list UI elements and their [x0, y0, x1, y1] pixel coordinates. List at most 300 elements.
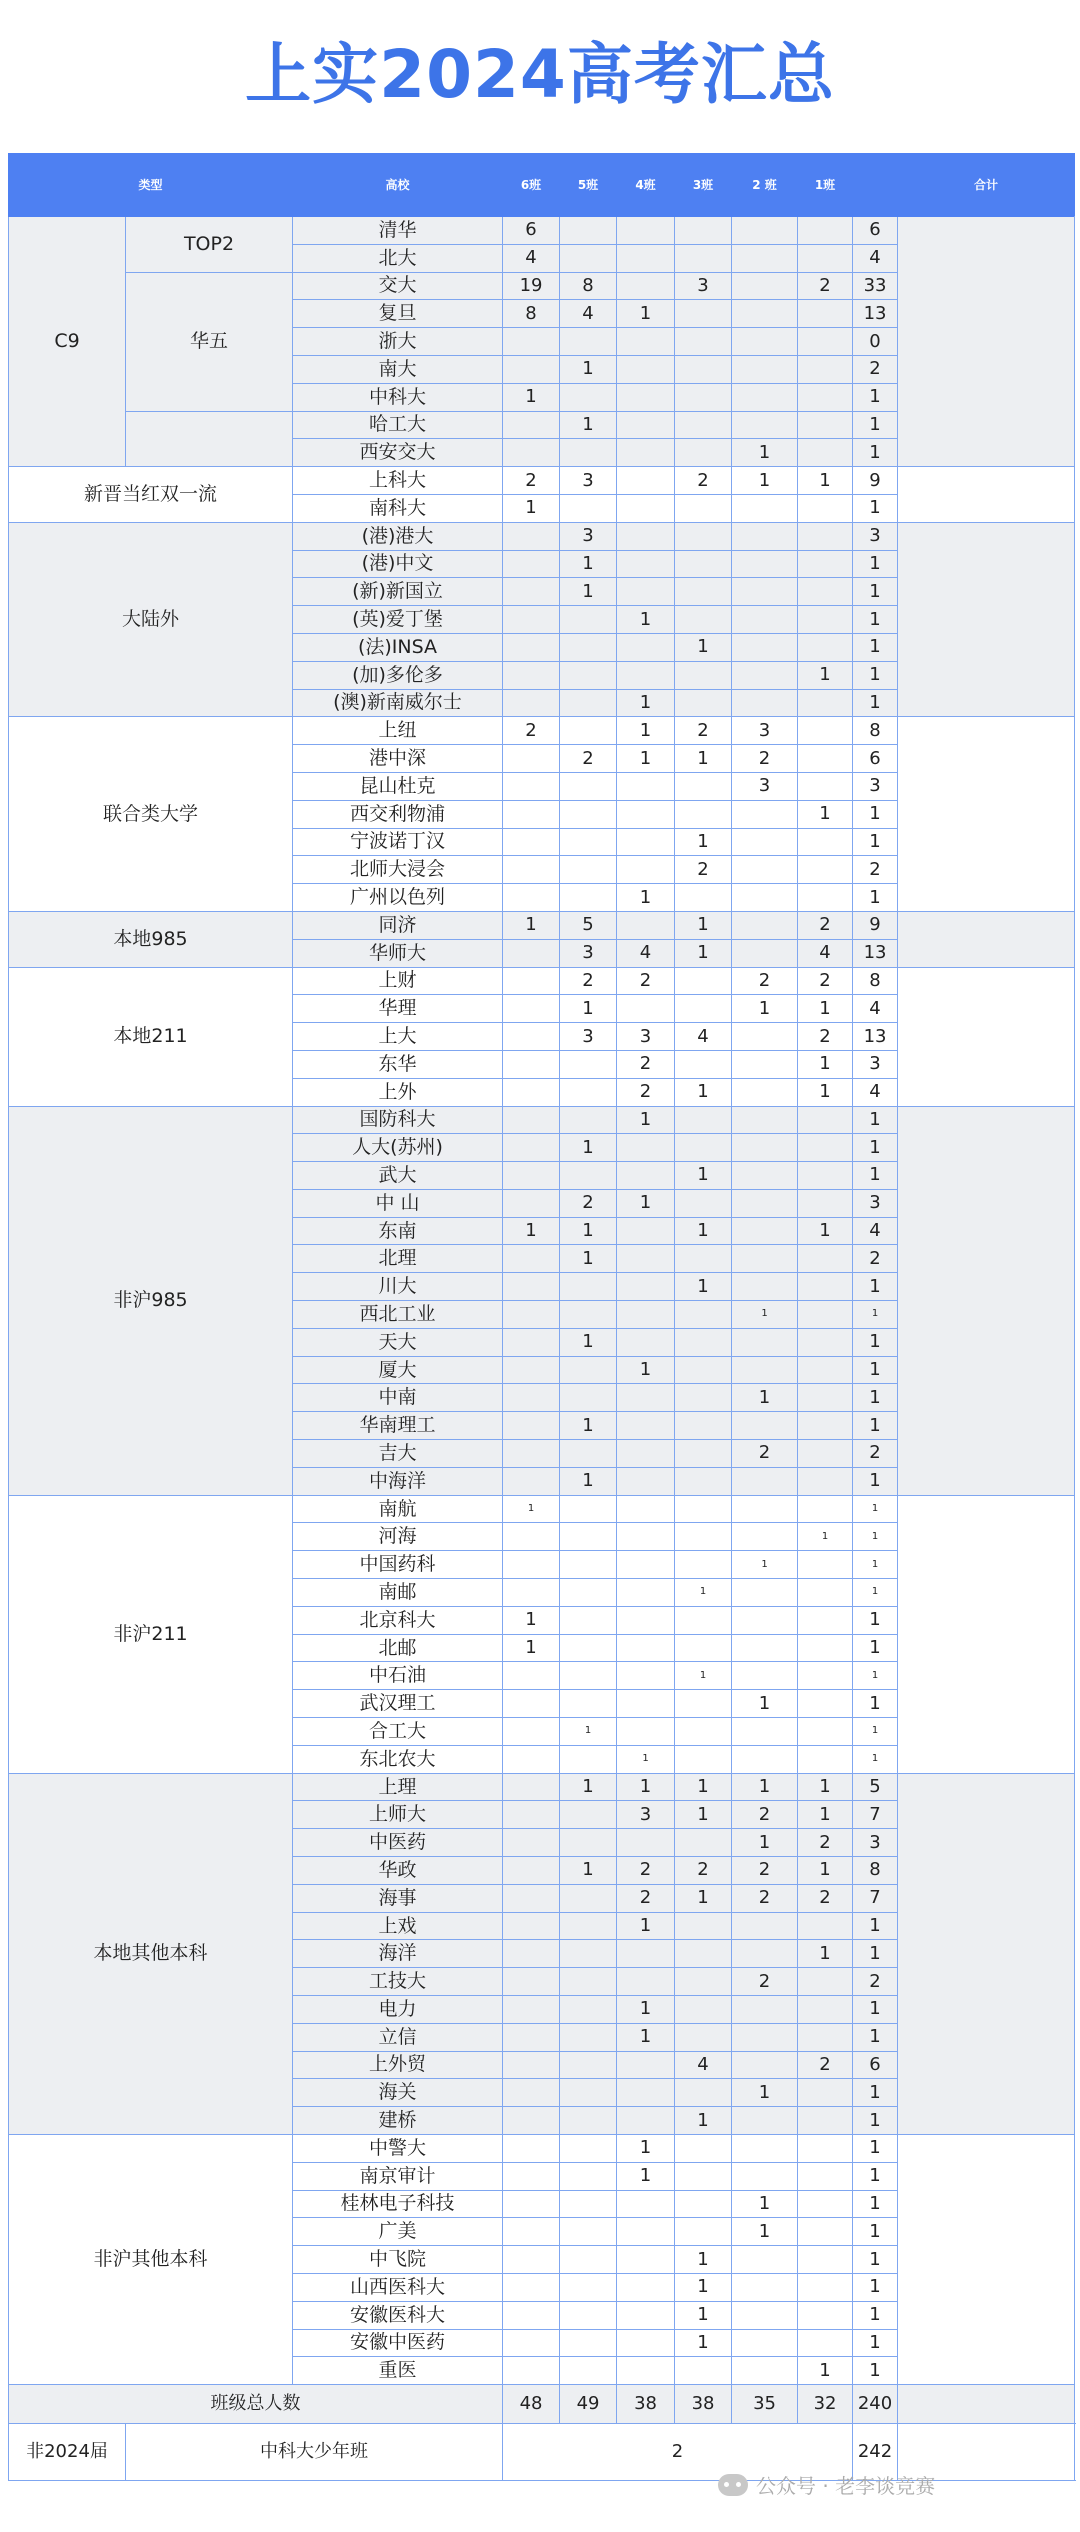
- header-row: [9, 154, 1075, 217]
- spacer: [898, 217, 1075, 467]
- class-count: [675, 578, 732, 606]
- class-count: 2: [503, 467, 560, 495]
- school-name: 中医药: [293, 1829, 503, 1857]
- row-sum: 1: [853, 2023, 898, 2051]
- class-count: [503, 1551, 560, 1579]
- class-count: 1: [617, 1912, 675, 1940]
- school-name: 华南理工: [293, 1412, 503, 1440]
- class-count: [503, 1773, 560, 1801]
- class-count: 2: [560, 967, 617, 995]
- class-count: [503, 633, 560, 661]
- class-count: [560, 2079, 617, 2107]
- school-name: 河海: [293, 1523, 503, 1551]
- class-count: [798, 689, 853, 717]
- class-count: [798, 217, 853, 245]
- class-count: 4: [617, 939, 675, 967]
- class-count: 1: [560, 995, 617, 1023]
- class-count: [675, 2079, 732, 2107]
- class-count: [617, 2246, 675, 2274]
- class-count: [617, 411, 675, 439]
- class-count: [732, 217, 798, 245]
- class-count: [560, 1884, 617, 1912]
- class-count: [732, 411, 798, 439]
- class-count: [617, 328, 675, 356]
- class-count: [732, 2134, 798, 2162]
- class-count: 1: [560, 1773, 617, 1801]
- row-sum: 1: [853, 1579, 898, 1607]
- class-count: [798, 1912, 853, 1940]
- table-row: [9, 217, 1075, 245]
- school-name: 东华: [293, 1050, 503, 1078]
- class-count: 1: [503, 1634, 560, 1662]
- extra-program: 中科大少年班: [126, 2424, 503, 2481]
- school-name: 广美: [293, 2218, 503, 2246]
- school-name: 哈工大: [293, 411, 503, 439]
- class-count: [503, 1106, 560, 1134]
- row-sum: 1: [853, 1912, 898, 1940]
- class-count: [732, 2357, 798, 2385]
- row-sum: 1: [853, 578, 898, 606]
- class-count: [560, 2357, 617, 2385]
- class-count: [503, 1662, 560, 1690]
- class-count: [798, 828, 853, 856]
- class-count: [503, 1467, 560, 1495]
- class-count: 2: [798, 1884, 853, 1912]
- class-count: [560, 1801, 617, 1829]
- row-sum: 8: [853, 967, 898, 995]
- class-count: [560, 689, 617, 717]
- school-name: 中飞院: [293, 2246, 503, 2274]
- row-sum: 1: [853, 1940, 898, 1968]
- class-count: [732, 1634, 798, 1662]
- school-name: 南大: [293, 355, 503, 383]
- class-count: 1: [675, 633, 732, 661]
- table-row: [9, 467, 1075, 495]
- class-count: [798, 1634, 853, 1662]
- class-count: [617, 1217, 675, 1245]
- class-count: 2: [675, 856, 732, 884]
- class-count: 1: [617, 2023, 675, 2051]
- extra-label: 非2024届: [9, 2424, 126, 2481]
- header-class3: 3班: [675, 154, 732, 217]
- class-count: 1: [798, 1940, 853, 1968]
- class-count: [503, 1690, 560, 1718]
- class-count: 1: [560, 550, 617, 578]
- school-name: 中国药科: [293, 1551, 503, 1579]
- class-count: [560, 1495, 617, 1523]
- row-sum: 2: [853, 355, 898, 383]
- class-total: 35: [732, 2385, 798, 2424]
- class-count: [617, 1495, 675, 1523]
- class-count: [617, 2107, 675, 2135]
- class-count: [560, 884, 617, 912]
- class-count: 1: [732, 1773, 798, 1801]
- class-count: [675, 1356, 732, 1384]
- school-name: 中海洋: [293, 1467, 503, 1495]
- class-total: 32: [798, 2385, 853, 2424]
- class-count: [617, 578, 675, 606]
- extra-value: 2: [503, 2424, 853, 2481]
- class-count: [560, 1106, 617, 1134]
- class-count: [617, 1662, 675, 1690]
- class-count: 1: [798, 800, 853, 828]
- class-count: 1: [675, 2107, 732, 2135]
- class-count: [617, 2357, 675, 2385]
- class-count: [798, 1662, 853, 1690]
- class-count: [675, 2134, 732, 2162]
- class-count: [617, 1467, 675, 1495]
- row-sum: 1: [853, 2162, 898, 2190]
- class-count: [675, 1245, 732, 1273]
- row-sum: 1: [853, 1273, 898, 1301]
- class-count: [560, 2134, 617, 2162]
- class-count: [798, 633, 853, 661]
- class-count: [732, 911, 798, 939]
- class-count: [560, 800, 617, 828]
- class-count: [617, 1579, 675, 1607]
- class-count: [617, 2190, 675, 2218]
- header-spacer: [853, 154, 898, 217]
- class-count: [560, 383, 617, 411]
- class-count: [617, 217, 675, 245]
- class-count: [503, 1968, 560, 1996]
- school-name: 立信: [293, 2023, 503, 2051]
- class-count: [675, 1606, 732, 1634]
- school-name: 交大: [293, 272, 503, 300]
- school-name: 上师大: [293, 1801, 503, 1829]
- row-sum: 3: [853, 772, 898, 800]
- class-count: [732, 1412, 798, 1440]
- class-count: 1: [617, 1106, 675, 1134]
- school-name: 合工大: [293, 1718, 503, 1746]
- class-count: [617, 522, 675, 550]
- class-count: [503, 1440, 560, 1468]
- school-name: 北京科大: [293, 1606, 503, 1634]
- spacer: [898, 967, 1075, 1106]
- row-sum: 1: [853, 606, 898, 634]
- class-count: [617, 1968, 675, 1996]
- class-count: [798, 383, 853, 411]
- class-count: [732, 2051, 798, 2079]
- class-count: [798, 355, 853, 383]
- class-count: [617, 772, 675, 800]
- class-count: [732, 1940, 798, 1968]
- class-count: [617, 1162, 675, 1190]
- class-count: [675, 1106, 732, 1134]
- class-count: [675, 1745, 732, 1773]
- class-count: [503, 2273, 560, 2301]
- class-count: 1: [732, 1690, 798, 1718]
- class-count: [675, 2218, 732, 2246]
- school-name: 中警大: [293, 2134, 503, 2162]
- class-count: [732, 1606, 798, 1634]
- class-count: 1: [503, 1495, 560, 1523]
- class-count: 1: [617, 745, 675, 773]
- class-count: [675, 1968, 732, 1996]
- class-count: [560, 1523, 617, 1551]
- totals-row: [9, 2385, 1075, 2424]
- class-count: [798, 1245, 853, 1273]
- class-count: 2: [798, 1023, 853, 1051]
- row-sum: 13: [853, 300, 898, 328]
- class-count: [732, 1050, 798, 1078]
- class-count: [560, 1968, 617, 1996]
- class-count: [798, 1412, 853, 1440]
- class-count: 1: [732, 1384, 798, 1412]
- header-class2: 2 班: [732, 154, 798, 217]
- class-count: [503, 2134, 560, 2162]
- class-count: 1: [732, 995, 798, 1023]
- class-count: [503, 1523, 560, 1551]
- class-count: [675, 1467, 732, 1495]
- school-name: 西北工业: [293, 1301, 503, 1329]
- class-count: [732, 522, 798, 550]
- row-sum: 2: [853, 856, 898, 884]
- class-count: [732, 1134, 798, 1162]
- class-count: 1: [798, 1217, 853, 1245]
- class-count: [798, 1440, 853, 1468]
- row-sum: 1: [853, 1718, 898, 1746]
- table-row: [9, 1495, 1075, 1523]
- class-count: [560, 2107, 617, 2135]
- school-name: 南邮: [293, 1579, 503, 1607]
- class-count: [560, 1745, 617, 1773]
- class-count: [798, 300, 853, 328]
- row-sum: 1: [853, 2079, 898, 2107]
- row-sum: 1: [853, 2357, 898, 2385]
- table-row: [9, 911, 1075, 939]
- class-count: [503, 2051, 560, 2079]
- class-count: 2: [617, 1050, 675, 1078]
- class-count: [675, 2023, 732, 2051]
- class-count: [675, 439, 732, 467]
- class-count: [675, 2357, 732, 2385]
- school-name: (港)港大: [293, 522, 503, 550]
- category-label: 大陆外: [9, 522, 293, 717]
- class-count: [560, 1996, 617, 2024]
- row-sum: 1: [853, 2190, 898, 2218]
- class-count: [503, 967, 560, 995]
- class-count: [503, 884, 560, 912]
- school-name: 华师大: [293, 939, 503, 967]
- class-count: [617, 633, 675, 661]
- class-count: [503, 828, 560, 856]
- class-count: [798, 1495, 853, 1523]
- class-count: [798, 411, 853, 439]
- class-count: [617, 272, 675, 300]
- class-count: [798, 494, 853, 522]
- class-count: [675, 1912, 732, 1940]
- class-count: [798, 717, 853, 745]
- class-count: [798, 1745, 853, 1773]
- row-sum: 1: [853, 1162, 898, 1190]
- row-sum: 2: [853, 1440, 898, 1468]
- class-count: [732, 633, 798, 661]
- spacer: [898, 522, 1075, 717]
- category-label: 非沪985: [9, 1106, 293, 1495]
- class-count: [798, 2273, 853, 2301]
- class-count: [732, 1106, 798, 1134]
- class-count: [675, 1050, 732, 1078]
- class-count: 1: [560, 1217, 617, 1245]
- class-count: [675, 661, 732, 689]
- class-count: [675, 1829, 732, 1857]
- class-count: [732, 1579, 798, 1607]
- class-count: [798, 745, 853, 773]
- class-count: 2: [732, 745, 798, 773]
- class-count: [617, 1440, 675, 1468]
- class-count: [732, 689, 798, 717]
- class-count: [617, 800, 675, 828]
- row-sum: 1: [853, 1106, 898, 1134]
- class-count: [503, 2357, 560, 2385]
- class-count: [560, 244, 617, 272]
- class-count: [503, 1857, 560, 1885]
- school-name: 北师大浸会: [293, 856, 503, 884]
- class-count: [732, 1023, 798, 1051]
- class-count: [798, 439, 853, 467]
- class-count: [798, 1690, 853, 1718]
- class-count: 3: [560, 522, 617, 550]
- row-sum: 2: [853, 1968, 898, 1996]
- class-count: [560, 1440, 617, 1468]
- row-sum: 1: [853, 689, 898, 717]
- class-count: [560, 828, 617, 856]
- class-count: 1: [617, 300, 675, 328]
- class-count: [503, 1134, 560, 1162]
- class-count: 1: [617, 689, 675, 717]
- class-count: [798, 2190, 853, 2218]
- school-name: (澳)新南威尔士: [293, 689, 503, 717]
- class-count: 3: [732, 772, 798, 800]
- class-count: [675, 2190, 732, 2218]
- row-sum: 1: [853, 1328, 898, 1356]
- class-count: [675, 772, 732, 800]
- watermark: [718, 2470, 935, 2499]
- header-class4: 4班: [617, 154, 675, 217]
- class-count: [798, 2329, 853, 2357]
- totals-label: 班级总人数: [9, 2385, 503, 2424]
- class-count: [503, 745, 560, 773]
- row-sum: 1: [853, 1606, 898, 1634]
- row-sum: 1: [853, 1495, 898, 1523]
- class-count: [560, 1606, 617, 1634]
- header-class6: 6班: [503, 154, 560, 217]
- class-count: [675, 522, 732, 550]
- class-count: [560, 1384, 617, 1412]
- class-count: 1: [503, 494, 560, 522]
- class-count: [675, 1523, 732, 1551]
- row-sum: 1: [853, 1412, 898, 1440]
- class-count: [675, 1718, 732, 1746]
- class-count: [503, 328, 560, 356]
- class-count: [503, 2329, 560, 2357]
- class-count: 1: [617, 1356, 675, 1384]
- grand-total: 240: [853, 2385, 898, 2424]
- class-count: [732, 939, 798, 967]
- class-count: [503, 411, 560, 439]
- row-sum: 1: [853, 1523, 898, 1551]
- class-count: [675, 1996, 732, 2024]
- class-count: [560, 2218, 617, 2246]
- class-count: [503, 1273, 560, 1301]
- school-name: 安徽医科大: [293, 2301, 503, 2329]
- class-count: 1: [732, 1829, 798, 1857]
- school-name: 广州以色列: [293, 884, 503, 912]
- school-name: 中石油: [293, 1662, 503, 1690]
- class-count: [503, 1745, 560, 1773]
- class-count: [617, 1245, 675, 1273]
- class-count: [798, 2134, 853, 2162]
- class-count: [798, 244, 853, 272]
- class-count: [503, 1384, 560, 1412]
- class-count: [560, 2329, 617, 2357]
- class-count: [560, 1940, 617, 1968]
- class-count: [798, 1467, 853, 1495]
- class-count: [617, 2273, 675, 2301]
- class-count: [560, 2301, 617, 2329]
- row-sum: 1: [853, 439, 898, 467]
- school-name: 上科大: [293, 467, 503, 495]
- class-count: 3: [617, 1023, 675, 1051]
- class-count: [503, 1356, 560, 1384]
- class-count: 1: [675, 2329, 732, 2357]
- class-count: 19: [503, 272, 560, 300]
- class-count: [732, 884, 798, 912]
- class-count: 2: [798, 1829, 853, 1857]
- class-count: 8: [503, 300, 560, 328]
- class-total: 49: [560, 2385, 617, 2424]
- class-count: [503, 995, 560, 1023]
- row-sum: 1: [853, 1356, 898, 1384]
- class-count: 1: [617, 717, 675, 745]
- class-count: 6: [503, 217, 560, 245]
- class-count: [732, 300, 798, 328]
- class-count: [503, 1579, 560, 1607]
- class-count: 3: [617, 1801, 675, 1829]
- class-count: [503, 1801, 560, 1829]
- category-label: 本地211: [9, 967, 293, 1106]
- class-count: 1: [617, 1745, 675, 1773]
- class-count: [617, 355, 675, 383]
- class-count: 1: [732, 1551, 798, 1579]
- class-count: [503, 1412, 560, 1440]
- school-name: 厦大: [293, 1356, 503, 1384]
- class-count: [798, 2162, 853, 2190]
- school-name: 上财: [293, 967, 503, 995]
- class-count: [798, 1551, 853, 1579]
- class-count: 2: [732, 967, 798, 995]
- class-count: [503, 2246, 560, 2274]
- school-name: 北大: [293, 244, 503, 272]
- class-count: [732, 2301, 798, 2329]
- class-count: [732, 1523, 798, 1551]
- school-name: 电力: [293, 1996, 503, 2024]
- class-count: [503, 439, 560, 467]
- class-count: [798, 1996, 853, 2024]
- spacer: [898, 2134, 1075, 2384]
- class-count: [798, 884, 853, 912]
- class-count: [503, 1718, 560, 1746]
- class-count: 2: [617, 1857, 675, 1885]
- class-count: [560, 2190, 617, 2218]
- class-count: [503, 550, 560, 578]
- class-count: [560, 856, 617, 884]
- class-count: 1: [560, 1857, 617, 1885]
- school-name: 上戏: [293, 1912, 503, 1940]
- class-count: [798, 2023, 853, 2051]
- class-count: 4: [675, 2051, 732, 2079]
